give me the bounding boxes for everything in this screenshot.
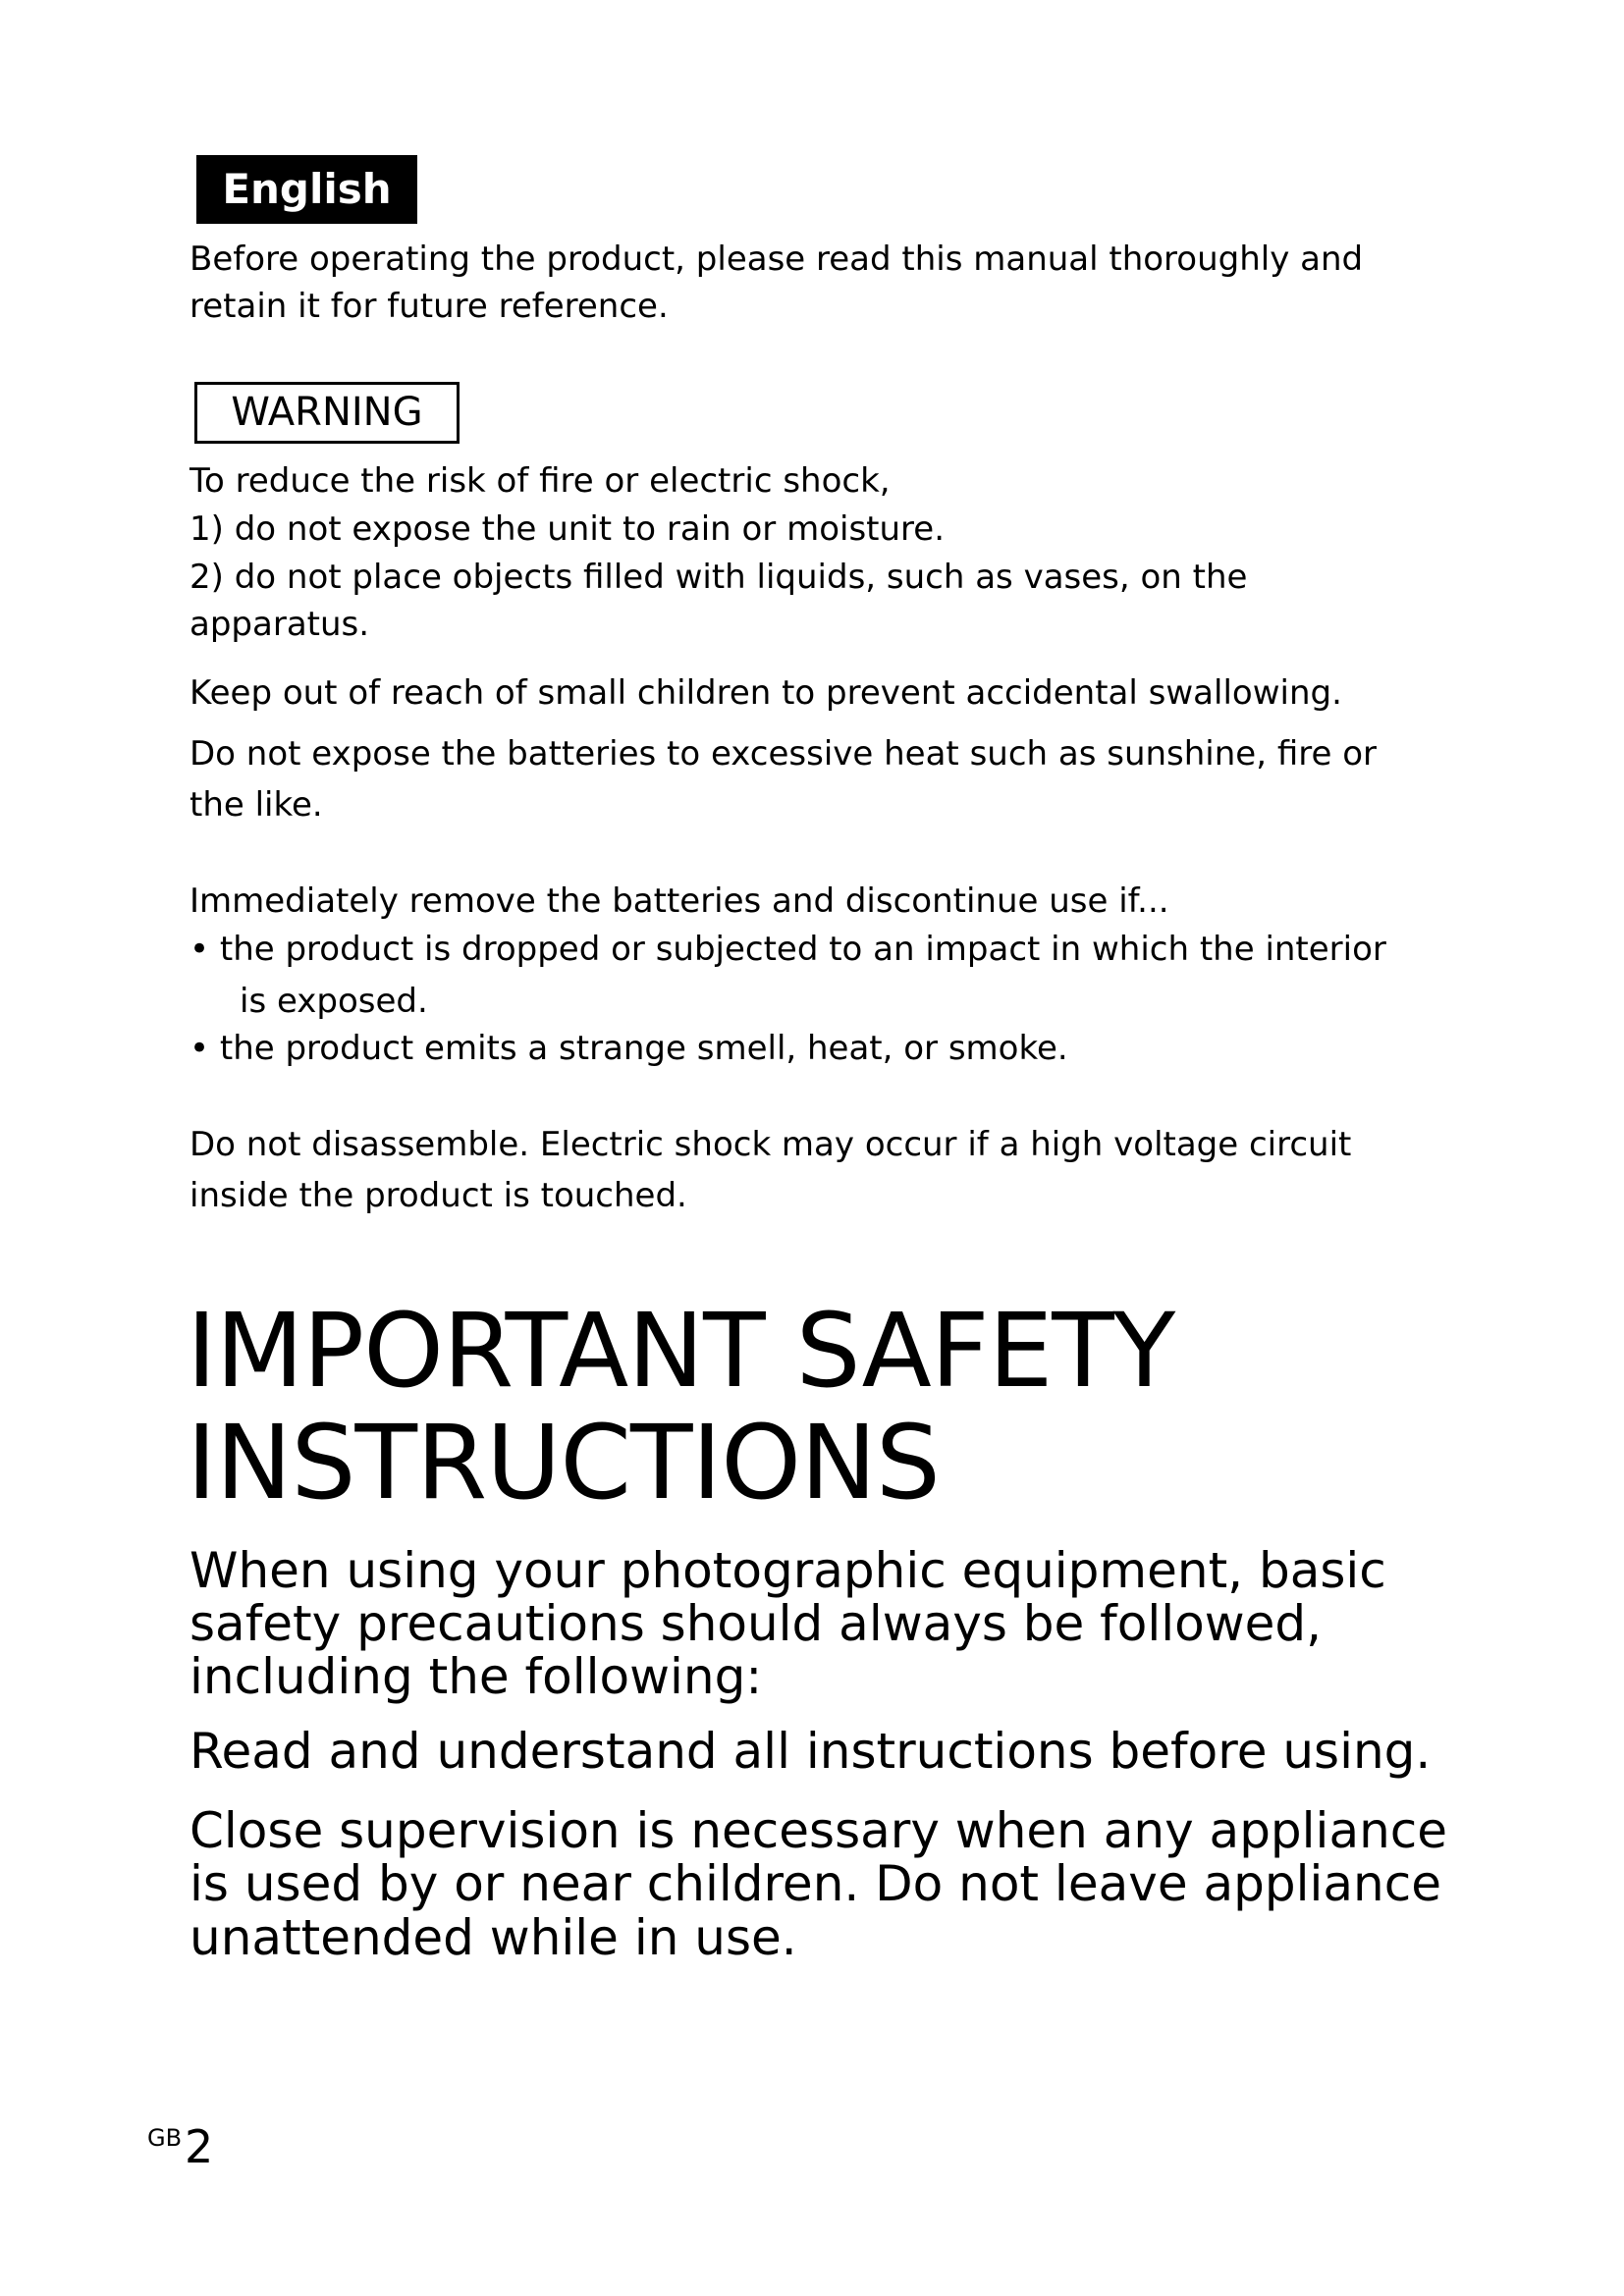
supervision-line-3: unattended while in use.: [189, 1909, 797, 1966]
remove-bullet-1-cont: is exposed.: [240, 982, 428, 1021]
intro-line-2: retain it for future reference.: [189, 287, 669, 326]
title-line-1: IMPORTANT SAFETY: [187, 1291, 1175, 1411]
safety-intro-line-3: including the following:: [189, 1648, 763, 1705]
safety-intro-line-2: safety precautions should always be followed,: [189, 1595, 1323, 1652]
warning-line-4: apparatus.: [189, 605, 370, 644]
read-line: Read and understand all instructions before using.: [189, 1723, 1432, 1780]
heat-line-1: Do not expose the batteries to excessive heat such as sunshine, fire or: [189, 734, 1377, 774]
safety-intro-line-1: When using your photographic equipment, basic: [189, 1542, 1386, 1599]
swallow-line: Keep out of reach of small children to prevent accidental swallowing.: [189, 673, 1342, 713]
intro-line-1: Before operating the product, please read this manual thoroughly and: [189, 240, 1364, 279]
warning-label: WARNING: [194, 382, 460, 444]
disassemble-line-1: Do not disassemble. Electric shock may occur if a high voltage circuit: [189, 1125, 1352, 1164]
remove-bullet-1: • the product is dropped or subjected to an impact in which the interior: [189, 930, 1386, 969]
warning-line-1: To reduce the risk of fire or electric shock,: [189, 461, 891, 501]
heat-line-2: the like.: [189, 785, 323, 825]
title-line-2: INSTRUCTIONS: [187, 1403, 940, 1522]
warning-line-3: 2) do not place objects filled with liquids, such as vases, on the: [189, 558, 1248, 597]
page-number: 2: [185, 2120, 214, 2173]
disassemble-line-2: inside the product is touched.: [189, 1176, 687, 1215]
remove-line-1: Immediately remove the batteries and discontinue use if...: [189, 881, 1169, 921]
warning-line-2: 1) do not expose the unit to rain or moisture.: [189, 509, 946, 549]
supervision-line-1: Close supervision is necessary when any appliance: [189, 1802, 1448, 1859]
language-tab: English: [196, 155, 417, 224]
supervision-line-2: is used by or near children. Do not leave appliance: [189, 1855, 1441, 1912]
page-prefix: GB: [147, 2124, 183, 2152]
remove-bullet-2: • the product emits a strange smell, heat, or smoke.: [189, 1029, 1068, 1068]
